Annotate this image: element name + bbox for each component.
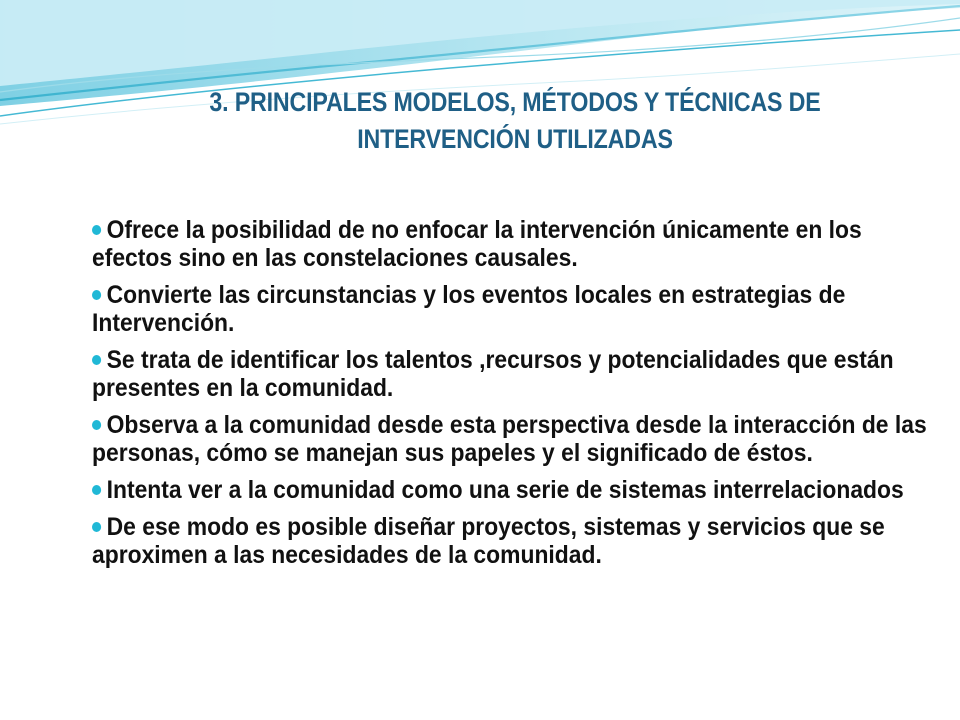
bullet-text: Observa a la comunidad desde esta perspectiva desde la interacción de las personas, cómo se manejan sus papeles y el significado de éstos. bbox=[92, 411, 927, 467]
bullet-item bbox=[92, 216, 934, 272]
bullet-item bbox=[92, 411, 934, 467]
bullet-list bbox=[92, 216, 934, 578]
bullet-dot-icon bbox=[92, 225, 101, 235]
slide-title-line-2: INTERVENCIÓN UTILIZADAS bbox=[357, 124, 673, 154]
bullet-dot-icon bbox=[92, 522, 101, 532]
bullet-dot-icon bbox=[92, 420, 101, 430]
bullet-text: Convierte las circunstancias y los eventos locales en estrategias de Intervención. bbox=[92, 281, 846, 337]
bullet-item bbox=[92, 513, 934, 569]
bullet-text: Intenta ver a la comunidad como una serie de sistemas interrelacionados bbox=[106, 476, 904, 504]
bullet-text: De ese modo es posible diseñar proyectos, sistemas y servicios que se aproximen a las necesidades de la comunidad. bbox=[92, 513, 885, 569]
bullet-item bbox=[92, 346, 934, 402]
slide-title-line-1: 3. PRINCIPALES MODELOS, MÉTODOS Y TÉCNICAS DE bbox=[209, 87, 821, 117]
bullet-dot-icon bbox=[92, 485, 101, 495]
slide-title bbox=[158, 84, 872, 158]
bullet-item bbox=[92, 281, 934, 337]
bullet-text: Se trata de identificar los talentos ,recursos y potencialidades que están presentes en la comunidad. bbox=[92, 346, 894, 402]
bullet-item bbox=[92, 476, 934, 504]
bullet-text: Ofrece la posibilidad de no enfocar la intervención únicamente en los efectos sino en las constelaciones causales. bbox=[92, 216, 862, 272]
bullet-dot-icon bbox=[92, 355, 101, 365]
bullet-dot-icon bbox=[92, 290, 101, 300]
